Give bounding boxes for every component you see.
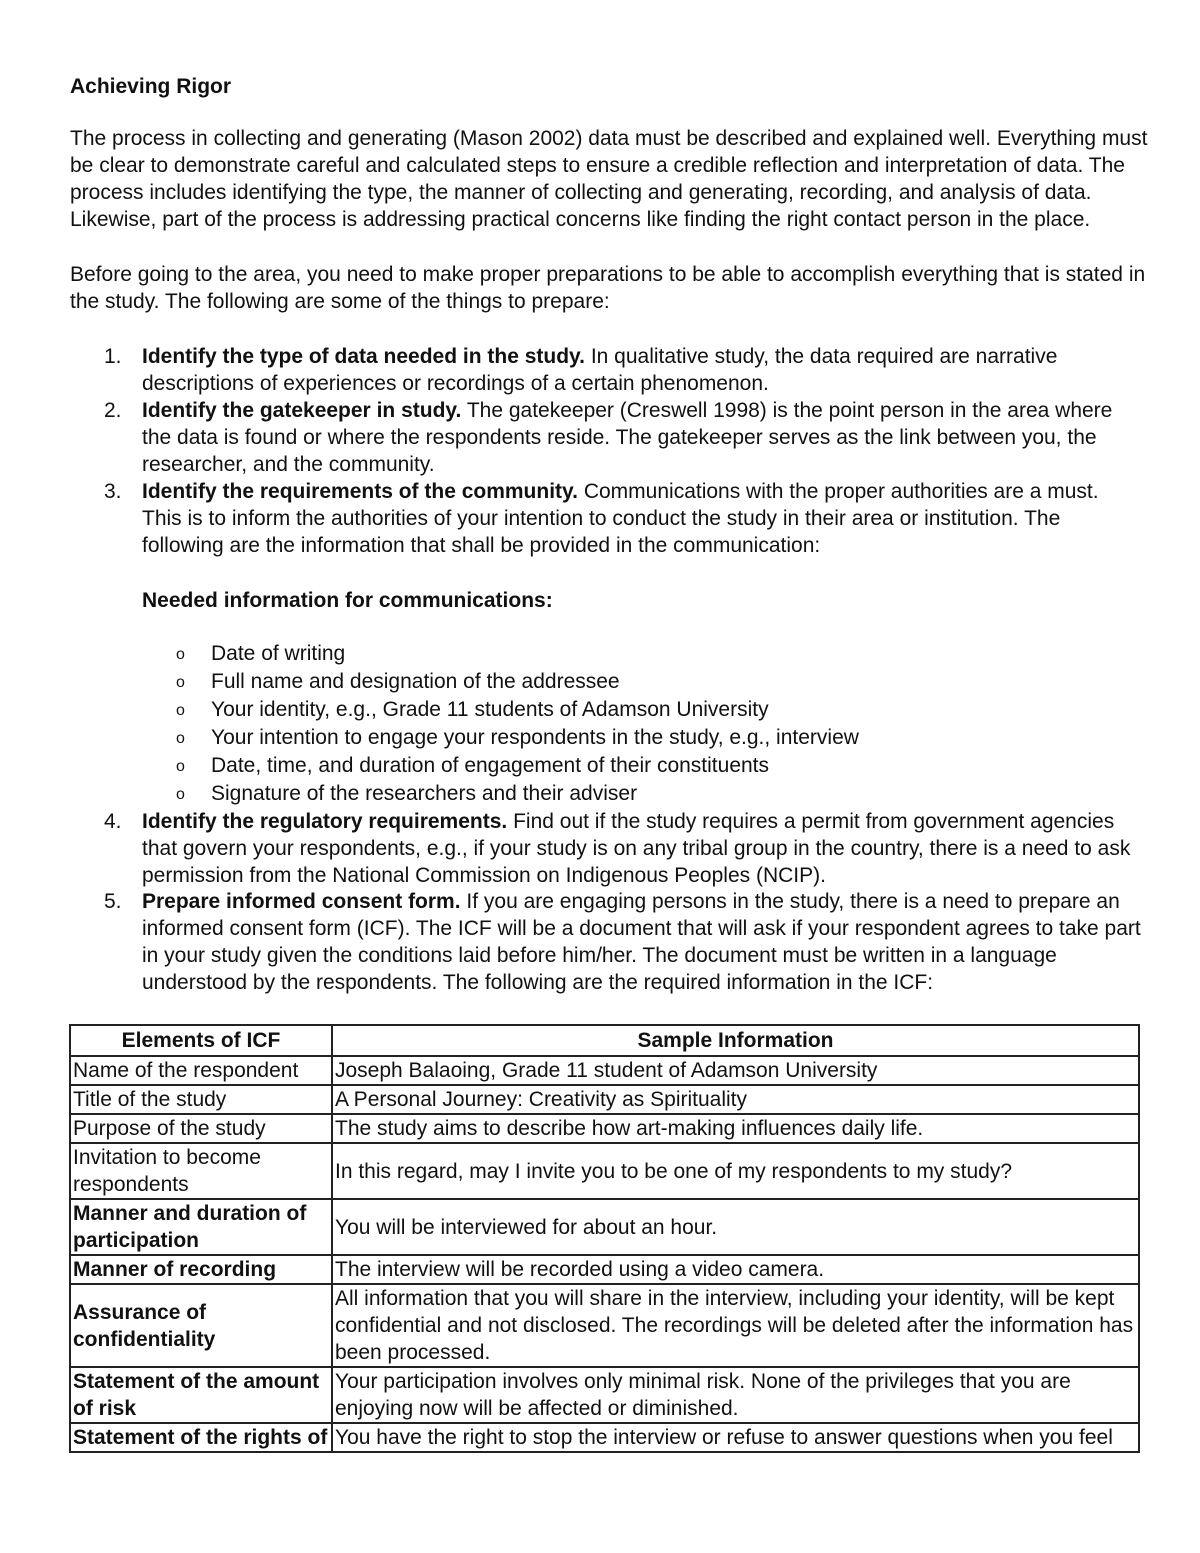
table-row — [70, 1143, 1139, 1199]
step-title: Identify the type of data needed in the study. — [142, 345, 585, 368]
list-item: o Your intention to engage your respondents in the study, e.g., interview — [176, 724, 859, 752]
step-title: Identify the regulatory requirements. — [142, 810, 508, 833]
table-row — [70, 1367, 1139, 1423]
list-item: o Your identity, e.g., Grade 11 students of Adamson University — [176, 696, 859, 724]
step-body: Find out if the study requires a permit from government agencies that govern your respondents, e.g., if your study is on any tribal group in the country, there is a need to ask permission from the National Commission on Indigenous Peoples (NCIP). — [142, 810, 1131, 887]
element-cell: Statement of the rights of — [70, 1423, 332, 1452]
step-body: The gatekeeper (Creswell 1998) is the point person in the area where the data is found or where the respondents reside. The gatekeeper serves as the link between you, the researcher, and the community. — [142, 399, 1113, 476]
bullet-icon: o — [176, 758, 185, 775]
bullet-icon: o — [176, 702, 185, 719]
element-cell: Name of the respondent — [70, 1056, 332, 1085]
list-item: o Date, time, and duration of engagement of their constituents — [176, 752, 859, 780]
table-row — [70, 1199, 1139, 1255]
info-cell: Joseph Balaoing, Grade 11 student of Adamson University — [332, 1056, 1139, 1085]
step-body: In qualitative study, the data required are narrative descriptions of experiences or recordings of a certain phenomenon. — [142, 345, 1058, 395]
bullet-icon: o — [176, 674, 185, 691]
element-cell: Manner and duration of participation — [70, 1199, 332, 1255]
info-cell: The interview will be recorded using a video camera. — [332, 1255, 1139, 1284]
element-cell: Purpose of the study — [70, 1114, 332, 1143]
element-cell: Assurance of confidentiality — [70, 1284, 332, 1367]
step-item-2 — [104, 397, 1142, 478]
element-cell: Invitation to become respondents — [70, 1143, 332, 1199]
step-item-4 — [104, 808, 1142, 889]
list-item: o Signature of the researchers and their adviser — [176, 780, 859, 808]
step-title: Prepare informed consent form. — [142, 890, 461, 913]
step-number: 4. — [104, 810, 122, 833]
step-item-3 — [104, 478, 1142, 559]
table-row — [70, 1114, 1139, 1143]
preparation-paragraph: Before going to the area, you need to make proper preparations to be able to accomplish everything that is stated in the study. The following are some of the things to prepare: — [70, 263, 1146, 313]
element-cell: Title of the study — [70, 1085, 332, 1114]
list-item: o Full name and designation of the addressee — [176, 668, 859, 696]
info-cell: In this regard, may I invite you to be one of my respondents to my study? — [332, 1143, 1139, 1199]
bullet-icon: o — [176, 646, 185, 663]
table-row — [70, 1056, 1139, 1085]
table-header-row — [70, 1025, 1139, 1056]
list-item: o Date of writing — [176, 640, 859, 668]
needed-info-title: Needed information for communications: — [142, 589, 553, 612]
needed-info-list — [176, 640, 859, 808]
element-cell: Statement of the amount of risk — [70, 1367, 332, 1423]
element-cell: Manner of recording — [70, 1255, 332, 1284]
info-cell: You will be interviewed for about an hour. — [332, 1199, 1139, 1255]
step-title: Identify the gatekeeper in study. — [142, 399, 462, 422]
info-cell: The study aims to describe how art-making influences daily life. — [332, 1114, 1139, 1143]
table-row — [70, 1255, 1139, 1284]
icf-table — [69, 1024, 1140, 1453]
step-item-1 — [104, 343, 1142, 397]
info-cell: You have the right to stop the interview or refuse to answer questions when you feel — [332, 1423, 1139, 1452]
step-number: 3. — [104, 480, 122, 503]
step-number: 5. — [104, 890, 122, 913]
column-header: Elements of ICF — [70, 1025, 332, 1056]
table-row — [70, 1284, 1139, 1367]
info-cell: A Personal Journey: Creativity as Spirituality — [332, 1085, 1139, 1114]
info-cell: Your participation involves only minimal risk. None of the privileges that you are enjoying now will be affected or diminished. — [332, 1367, 1139, 1423]
table-row — [70, 1085, 1139, 1114]
info-cell: All information that you will share in the interview, including your identity, will be kept confidential and not disclosed. The recordings will be deleted after the information has been processed. — [332, 1284, 1139, 1367]
bullet-icon: o — [176, 730, 185, 747]
bullet-icon: o — [176, 786, 185, 803]
table-row — [70, 1423, 1139, 1452]
step-title: Identify the requirements of the community. — [142, 480, 578, 503]
page-title: Achieving Rigor — [70, 75, 232, 98]
step-item-5 — [104, 888, 1142, 996]
intro-paragraph: The process in collecting and generating (Mason 2002) data must be described and explained well. Everything must be clear to demonstrate careful and calculated steps to ensure a credible reflection and interpretation of data. The process includes identifying the type, the manner of collecting and generating, recording, and analysis of data. Likewise, part of the process is addressing practical concerns like finding the right contact person in the place. — [70, 127, 1148, 231]
step-number: 2. — [104, 399, 122, 422]
column-header: Sample Information — [332, 1025, 1139, 1056]
step-body: If you are engaging persons in the study, there is a need to prepare an informed consent form (ICF). The ICF will be a document that will ask if your respondent agrees to take part in your study given the conditions laid before him/her. The document must be written in a language understood by the respondents. The following are the required information in the ICF: — [142, 890, 1141, 994]
step-number: 1. — [104, 345, 122, 368]
step-body: Communications with the proper authorities are a must. This is to inform the authorities of your intention to conduct the study in their area or institution. The following are the information that shall be provided in the communication: — [142, 480, 1099, 557]
